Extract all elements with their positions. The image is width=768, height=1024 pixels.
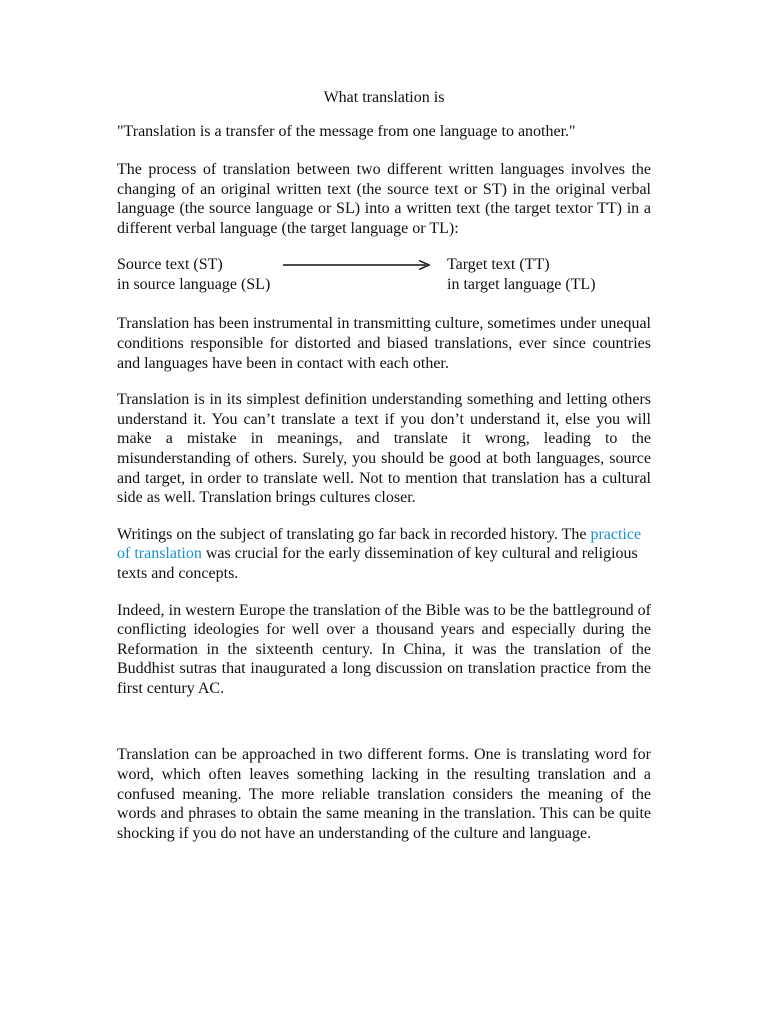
definition-quote: "Translation is a transfer of the message from one language to another." xyxy=(117,123,576,140)
page-title: What translation is xyxy=(323,89,445,106)
paragraph-definition: Translation is in its simplest definition understanding something and letting others understand it. You can’t translate a text if you don’t understand it, else you will make a mistake in meanings, and translate it wrong, leading to the misunderstanding of others. Surely, you should be good at both languages, source and target, in order to translate well. Not to mention that translation has a cultural side as well. Translation brings cultures closer. xyxy=(117,391,651,507)
paragraph-history xyxy=(117,525,651,584)
diagram-target xyxy=(447,255,596,295)
translation-diagram xyxy=(117,255,651,295)
paragraph-approaches: Translation can be approached in two different forms. One is translating word for word, which often leaves something lacking in the resulting translation and a confused meaning. The more reliable translation considers the meaning of the words and phrases to obtain the same meaning in the translation. This can be quite shocking if you do not have an understanding of the culture and language. xyxy=(117,746,651,842)
practice-of-translation-link[interactable]: practice of translation xyxy=(117,525,642,563)
paragraph-culture: Translation has been instrumental in transmitting culture, sometimes under unequal conditions responsible for distorted and biased translations, ever since countries and languages have been in contact with each other. xyxy=(117,315,651,372)
right-arrow-icon xyxy=(283,259,433,271)
paragraph-process: The process of translation between two different written languages involves the changing of an original written text (the source text or ST) in the original verbal language (the source language or SL) into a written text (the target textor TT) in a different verbal language (the target language or TL): xyxy=(117,161,651,237)
history-text-before: Writings on the subject of translating go far back in recorded history. The xyxy=(117,525,591,543)
paragraph-europe-china: Indeed, in western Europe the translation of the Bible was to be the battleground of conflicting ideologies for well over a thousand years and especially during the Reformation in the sixteenth century. In China, it was the translation of the Buddhist sutras that inaugurated a long discussion on translation practice from the first century AC. xyxy=(117,601,651,697)
history-text-after: was crucial for the early dissemination of key cultural and religious texts and concepts. xyxy=(117,545,638,582)
document-page xyxy=(117,88,651,860)
spacer xyxy=(117,715,651,745)
diagram-source xyxy=(117,255,270,295)
diagram-source-language: in source language (SL) xyxy=(117,276,271,294)
diagram-source-text: Source text (ST) xyxy=(117,256,223,274)
diagram-target-language: in target language (TL) xyxy=(447,276,596,294)
diagram-target-text: Target text (TT) xyxy=(447,256,550,274)
